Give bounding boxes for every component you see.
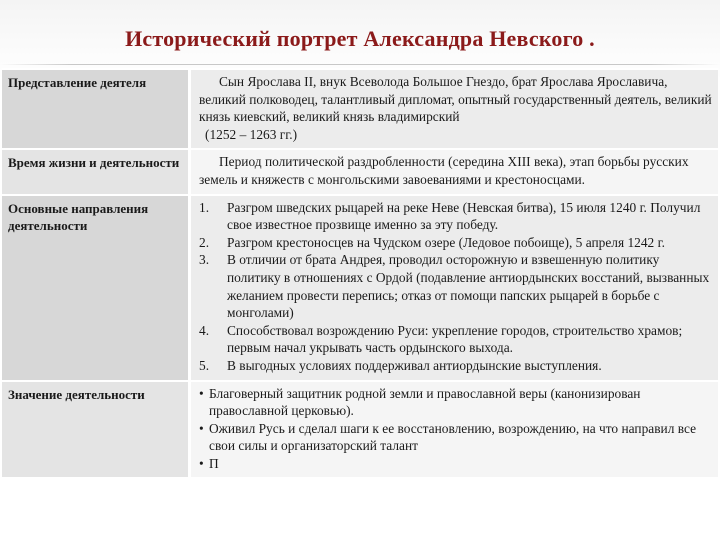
row-content-significance [190, 381, 719, 478]
reign-dates: (1252 – 1263 гг.) [205, 126, 298, 142]
list-item [199, 234, 712, 252]
page-title: Исторический портрет Александра Невского . [125, 26, 595, 51]
item-text: В выгодных условиях поддерживал антиордынские выступления. [227, 357, 602, 373]
item-number: 4. [199, 322, 210, 338]
bullet-icon: • [199, 455, 204, 471]
list-item [199, 251, 712, 321]
lifetime-text: Период политической раздробленности (середина XIII века), этап борьбы русских земель и княжеств с монгольскими завоеваниями и крестоносцами. [199, 154, 689, 187]
table-row [2, 195, 718, 381]
table-row [2, 381, 718, 478]
row-content-directions [190, 195, 719, 381]
item-text: Разгром крестоносцев на Чудском озере (Ледовое побоище), 5 апреля 1242 г. [227, 234, 665, 250]
item-text: В отличии от брата Андрея, проводил осторожную и взвешенную политику политику в отношениях с Ордой (подавление антиордынских восстаний, вызванных желанием провести перепись; отказ от помощи папских рыцарей в борьбе с монголами) [227, 252, 710, 321]
directions-list [199, 199, 712, 375]
list-item [199, 322, 712, 357]
significance-list [199, 385, 712, 473]
list-item [199, 199, 712, 234]
title-divider [0, 64, 720, 65]
item-text: Благоверный защитник родной земли и православной веры (канонизирован православной церковью). [209, 385, 641, 419]
row-label-directions: Основные направления деятельности [2, 195, 190, 381]
item-text: Оживил Русь и сделал шаги к ее восстановлению, возрождению, на что направил все свои силы и организаторский талант [209, 420, 697, 454]
item-number: 1. [199, 199, 210, 215]
item-number: 5. [199, 357, 210, 373]
bullet-icon: • [199, 385, 204, 401]
row-content-representation [190, 69, 719, 149]
list-item [199, 357, 712, 375]
item-number: 2. [199, 234, 210, 250]
list-item [199, 455, 712, 473]
row-content-lifetime [190, 149, 719, 194]
row-label-significance: Значение деятельности [2, 381, 190, 478]
representation-text: Сын Ярослава II, внук Всеволода Большое Гнездо, брат Ярослава Ярославича, великий полководец, талантливый дипломат, опытный государственный деятель, великий князь киевский, великий князь владимирский [199, 74, 712, 125]
bullet-icon: • [199, 420, 204, 436]
portrait-table [2, 68, 718, 477]
item-number: 3. [199, 252, 210, 268]
row-label-representation: Представление деятеля [2, 69, 190, 149]
item-text: Разгром шведских рыцарей на реке Неве (Невская битва), 15 июля 1240 г. Получил свое известное прозвище именно за эту победу. [227, 199, 701, 233]
list-item [199, 385, 712, 420]
table-row [2, 69, 718, 149]
list-item [199, 420, 712, 455]
table-row [2, 149, 718, 194]
item-text: Способствовал возрождению Руси: укрепление городов, строительство храмов; первым начал укрывать часть ордынского выхода. [227, 322, 683, 356]
item-text: П [209, 455, 219, 471]
row-label-lifetime: Время жизни и деятельности [2, 149, 190, 194]
